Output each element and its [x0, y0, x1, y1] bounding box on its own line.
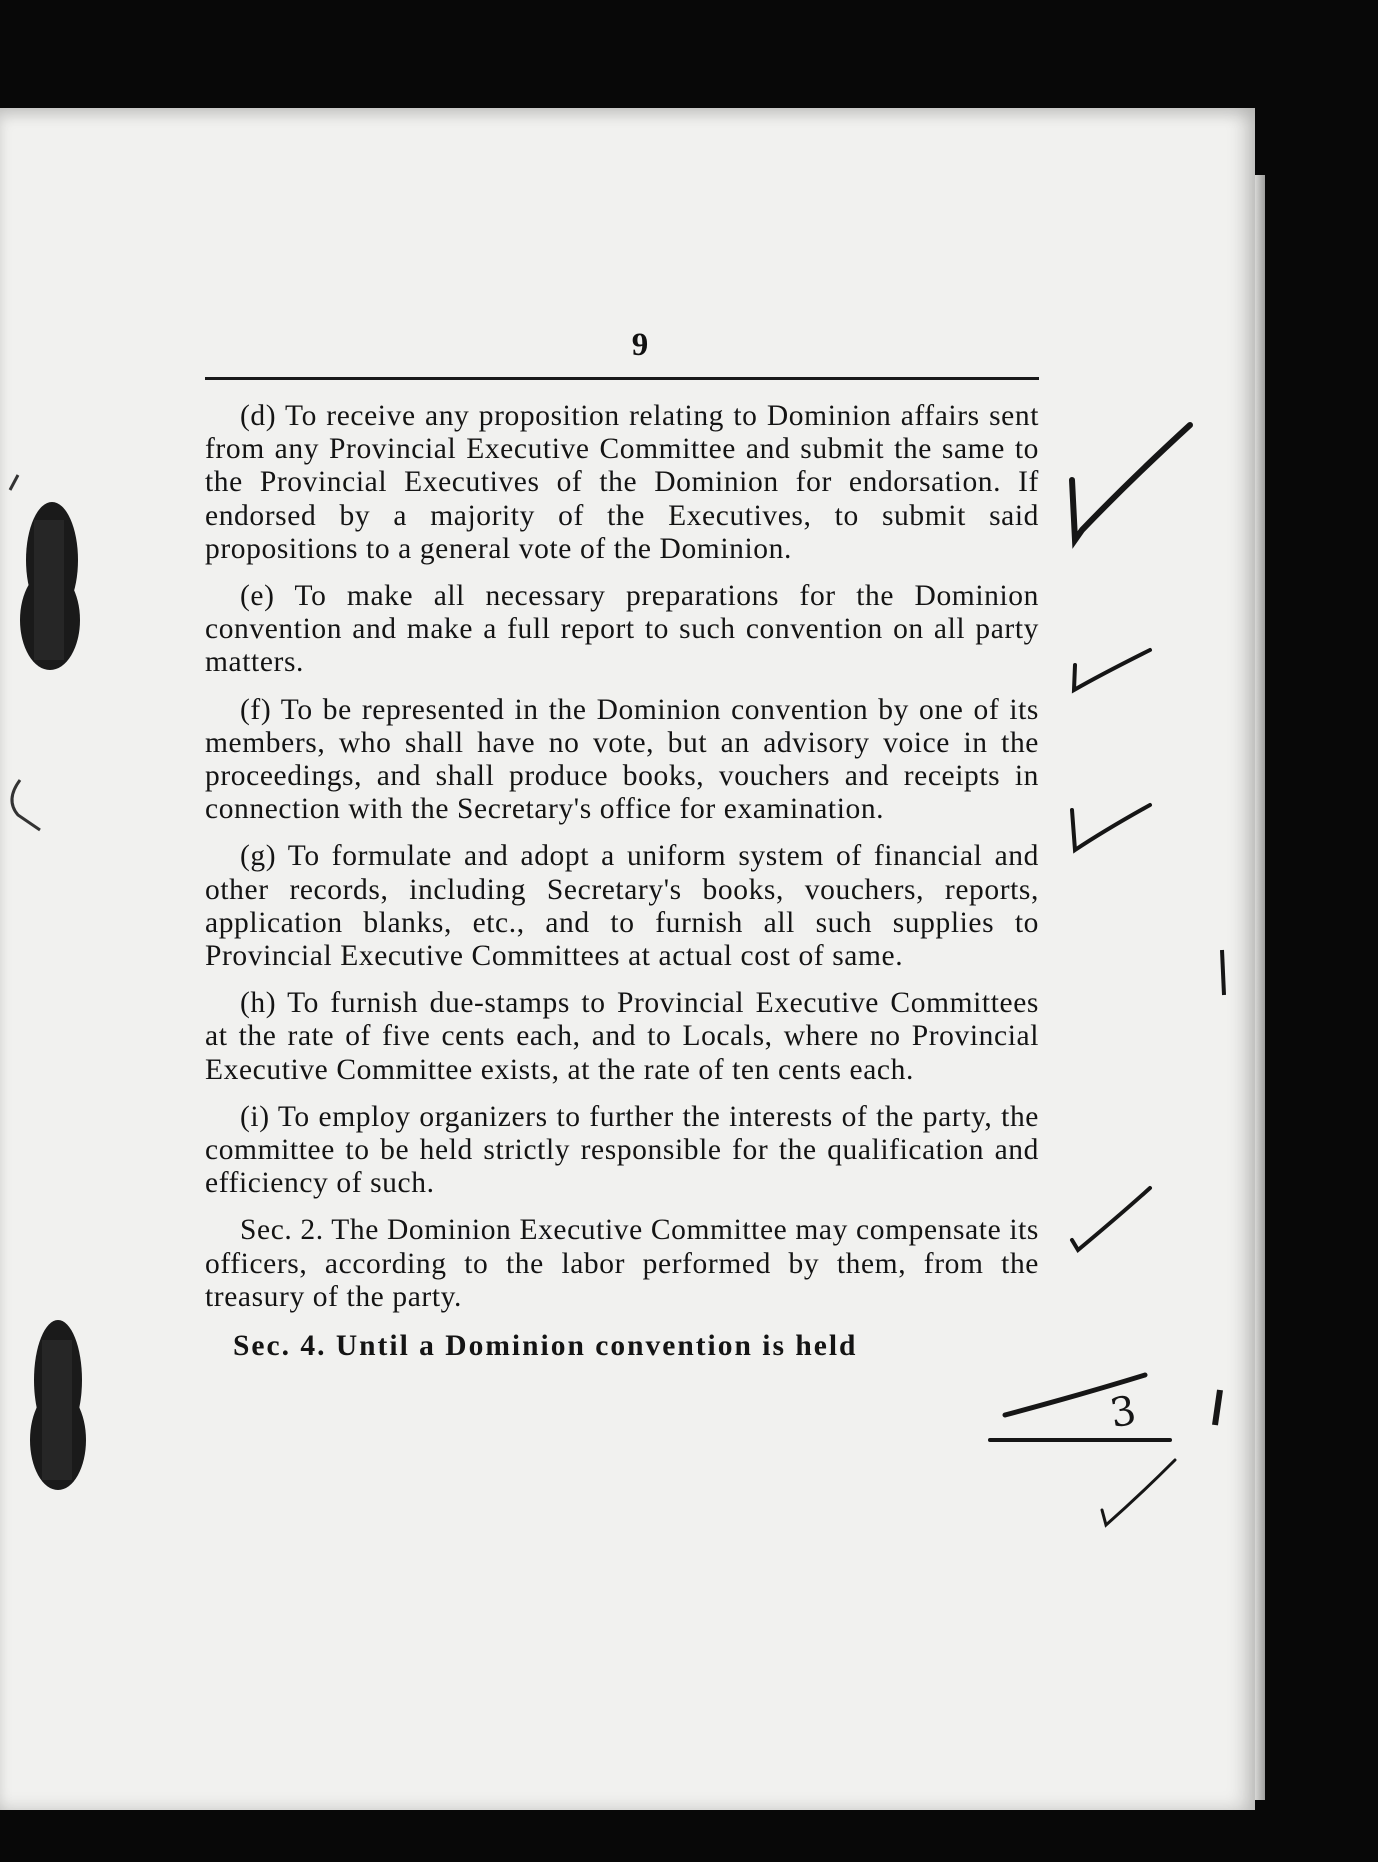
- paragraph-h: (h) To furnish due-stamps to Provincial Executive Committees at the rate of five cents each, and to Locals, where no Provincial Executive Committee exists, at the rate of ten cents each.: [205, 987, 1039, 1086]
- paragraph-e: (e) To make all necessary preparations for the Dominion convention and make a full report to such convention on all party matters.: [205, 580, 1039, 679]
- paragraph-sec-2: Sec. 2. The Dominion Executive Committee may compensate its officers, according to the labor performed by them, from the treasury of the party.: [205, 1214, 1039, 1313]
- paragraph-g: (g) To formulate and adopt a uniform system of financial and other records, including Secretary's books, vouchers, reports, application blanks, etc., and to furnish all such supplies to Provincial Executive Committees at actual cost of same.: [205, 840, 1039, 973]
- body-text: [205, 400, 1039, 1363]
- paragraph-i: (i) To employ organizers to further the interests of the party, the committee to be held strictly responsible for the qualification and efficiency of such.: [205, 1100, 1039, 1200]
- header-rule: [205, 377, 1039, 380]
- page-number: 9: [631, 327, 649, 363]
- margin-note-three: 3: [1106, 1387, 1140, 1438]
- paragraph-sec-4: Sec. 4. Until a Dominion convention is held: [233, 1330, 858, 1363]
- page-edge: [1255, 175, 1265, 1800]
- paragraph-f: (f) To be represented in the Dominion convention by one of its members, who shall have no vote, but an advisory voice in the proceedings, and shall produce books, vouchers and receipts in connection with the Secretary's office for examination.: [205, 693, 1039, 826]
- paragraph-d: (d) To receive any proposition relating to Dominion affairs sent from any Provincial Executive Committee and submit the same to the Provincial Executives of the Dominion for endorsation. If endorsed by a majority of the Executives, to submit said propositions to a general vote of the Dominion.: [205, 400, 1039, 565]
